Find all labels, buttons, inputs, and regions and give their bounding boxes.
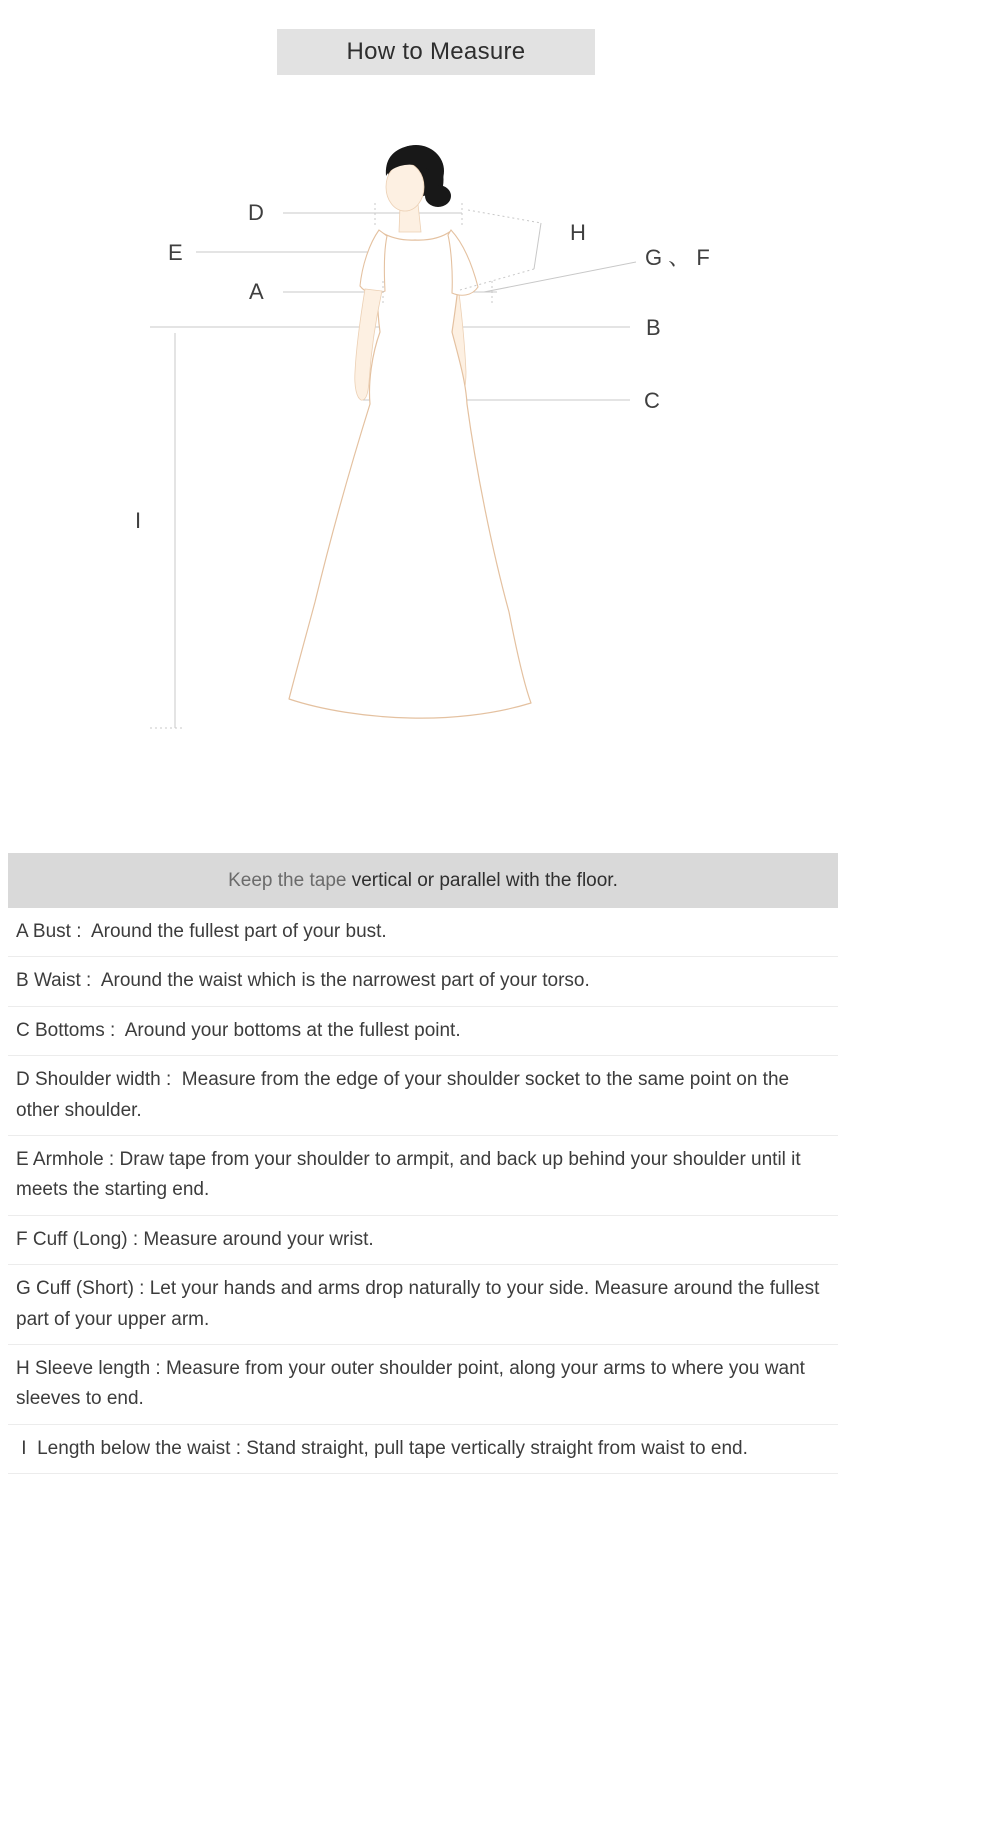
table-header xyxy=(8,853,838,908)
label-armhole-e: E xyxy=(168,240,183,265)
table-row-armhole: E Armhole : Draw tape from your shoulder to armpit, and back up behind your shoulder until it meets the starting end. xyxy=(8,1136,838,1216)
label-cuff-gf: G 、 F xyxy=(645,245,710,270)
table-row-shoulder-width: D Shoulder width : Measure from the edge of your shoulder socket to the same point on the other shoulder. xyxy=(8,1056,838,1136)
table-row-waist: B Waist : Around the waist which is the narrowest part of your torso. xyxy=(8,957,838,1006)
table-header-prefix: Keep the tape xyxy=(228,869,352,891)
sleeve-dotted-top xyxy=(468,210,541,223)
table-row-sleeve-length: H Sleeve length : Measure from your outer shoulder point, along your arms to where you want sleeves to end. xyxy=(8,1345,838,1425)
figure-hair-bun xyxy=(425,185,451,207)
label-length-i: I xyxy=(135,508,142,533)
page-title-text: How to Measure xyxy=(346,38,526,65)
table-row-cuff-long: F Cuff (Long) : Measure around your wrist. xyxy=(8,1216,838,1265)
table-header-main: vertical or parallel with the floor. xyxy=(351,869,618,891)
figure-illustration xyxy=(289,145,531,718)
label-waist-b: B xyxy=(646,315,661,340)
figure-right-sleeve xyxy=(448,230,478,295)
label-bust-a: A xyxy=(249,279,264,304)
table-row-bottoms: C Bottoms : Around your bottoms at the fullest point. xyxy=(8,1007,838,1056)
figure-face xyxy=(386,163,424,211)
table-row-length-below-waist: I Length below the waist : Stand straight, pull tape vertically straight from waist to end. xyxy=(8,1425,838,1474)
measure-line-cuff-gf xyxy=(484,262,636,292)
measurement-table xyxy=(8,853,838,1474)
label-bottoms-c: C xyxy=(644,388,660,413)
sleeve-edge-line xyxy=(534,223,541,269)
label-shoulder-d: D xyxy=(248,200,264,225)
figure-dress xyxy=(289,231,531,718)
table-row-bust: A Bust : Around the fullest part of your bust. xyxy=(8,908,838,957)
figure-left-sleeve xyxy=(360,230,387,293)
table-row-cuff-short: G Cuff (Short) : Let your hands and arms drop naturally to your side. Measure around the fullest part of your upper arm. xyxy=(8,1265,838,1345)
measurement-diagram xyxy=(0,0,996,800)
label-sleeve-h: H xyxy=(570,220,586,245)
